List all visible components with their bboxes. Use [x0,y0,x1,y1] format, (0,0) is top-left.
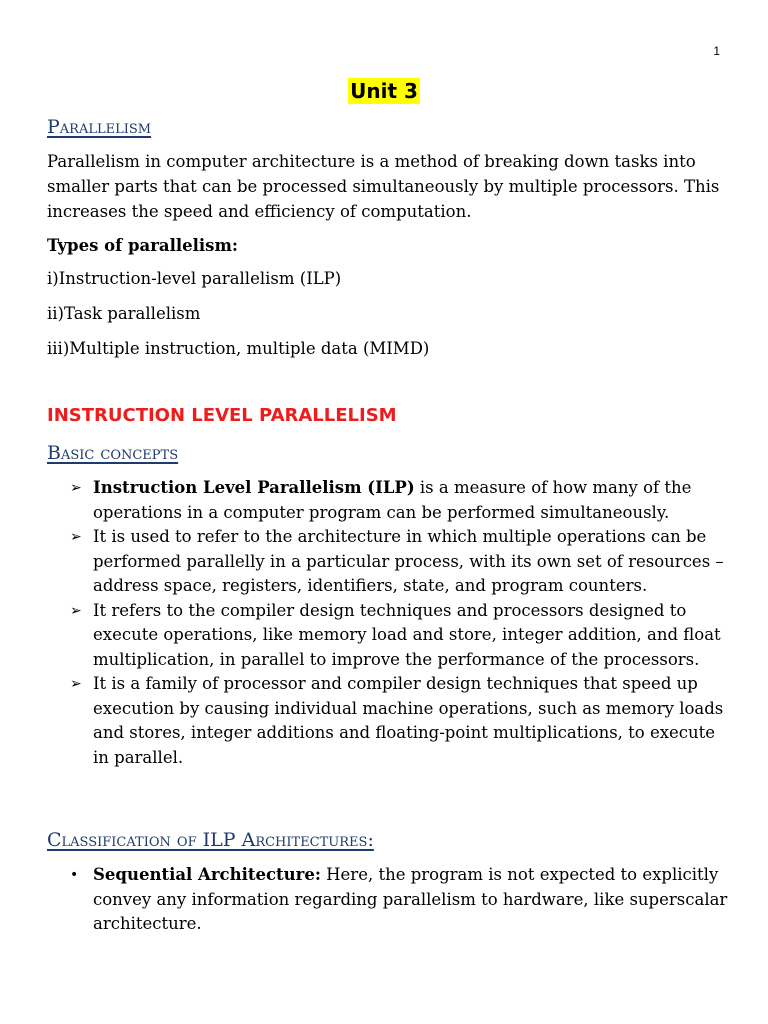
type-item-2: ii)Task parallelism [47,304,201,323]
list-item [70,476,730,525]
section-heading-parallelism: Parallelism [47,116,152,138]
list-item-text: It is used to refer to the architecture in which multiple operations can be performed parallelly in a particular process, with its own set of resources – address space, registers, identifiers, state, and program counters. [93,527,724,595]
section-heading-ilp: INSTRUCTION LEVEL PARALLELISM [47,405,397,426]
list-item-text: is a measure of how many of the operations in a computer program can be performed simultaneously. [93,478,692,522]
list-item [70,863,730,937]
list-item [70,525,730,599]
page-title: Unit 3 [350,79,418,103]
type-item-1: i)Instruction-level parallelism (ILP) [47,269,342,288]
arrow-bullet-icon: ➢ [70,529,82,545]
page-number: 1 [713,44,720,58]
classification-list [70,863,730,937]
list-item [70,599,730,673]
section-heading-classification: Classification of ILP Architectures: [47,829,374,851]
arrow-bullet-icon: ➢ [70,480,82,496]
list-item-text: Here, the program is not expected to explicitly convey any information regarding parallelism to hardware, like superscalar architecture. [93,865,728,933]
ilp-term: Instruction Level Parallelism (ILP) [93,478,415,497]
list-item-text: It refers to the compiler design techniques and processors designed to execute operations, like memory load and store, integer addition, and float multiplication, in parallel to improve the performance of the processors. [93,600,721,669]
list-item [70,672,730,770]
subheading-basic-concepts: Basic concepts [47,442,179,464]
parallelism-paragraph: Parallelism in computer architecture is a method of breaking down tasks into smaller parts that can be processed simultaneously by multiple processors. This increases the speed and efficiency of computation. [47,152,720,221]
dot-bullet-icon: • [70,867,79,883]
arrow-bullet-icon: ➢ [70,602,82,619]
list-item-text: It is a family of processor and compiler design techniques that speed up execution by causing individual machine operations, such as memory loads and stores, integer additions and floating-point multiplications, to execute in parallel. [93,674,724,767]
title-wrap [0,78,768,104]
arrow-bullet-icon: ➢ [70,676,82,692]
type-item-3: iii)Multiple instruction, multiple data (MIMD) [47,339,430,358]
types-heading: Types of parallelism: [47,236,238,255]
basic-concepts-list [70,476,730,770]
sequential-term: Sequential Architecture: [93,865,321,884]
